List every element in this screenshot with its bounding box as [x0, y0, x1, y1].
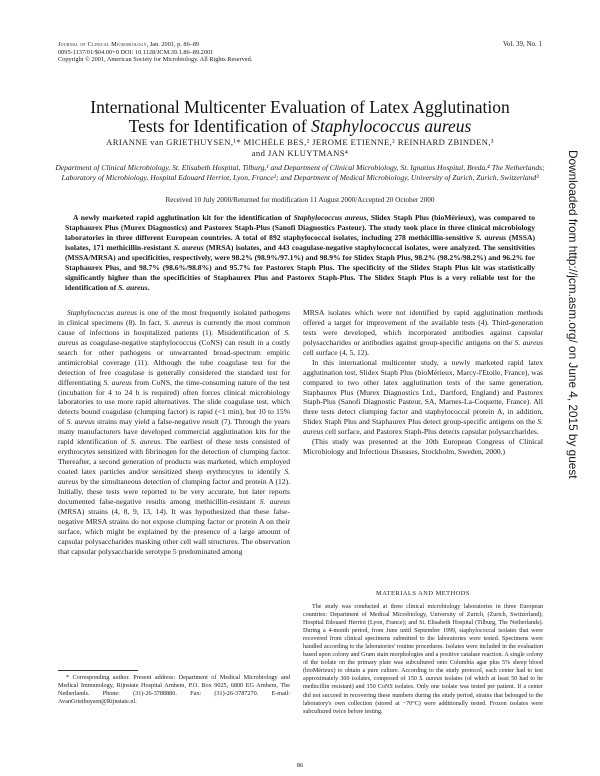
title-line-2-text: Tests for Identification of [128, 116, 312, 136]
body-text: is currently the most common cause of infections in hospitalized patients (1). Misidentification of [58, 317, 291, 337]
methods-text [303, 603, 543, 716]
intro-left-column [58, 308, 290, 556]
abstract-text: . [147, 282, 150, 292]
abstract-organism: S. aureus [118, 282, 148, 292]
volume-info: Vol. 39, No. 1 [502, 40, 542, 48]
body-text: is one of the most frequently isolated pathogens in clinical specimens (8). In fact, [58, 308, 291, 327]
body-text: The study was conducted at three clinical microbiology laboratories in three European countries: Department of Medical Microbiology, University of Zurich, (Zurich, Switzerland); Hospital Edouard Herriot (Lyon, France); and St. Elisabeth Hospital (Tilburg, The Netherlands). During a 4-month period, from June until September 1999, staphylococcal isolates that were recovered from clinical specimens submitted to the laboratories were tested. Specimens were handled according to the laboratories' routine procedures. Isolates were included in the evaluation based upon colony and Gram stain morphologies and a positive catalase reaction. A single colony of the isolate on the primary plate was subcultured onto Columbia agar plus 5% sheep blood (bioMérieux) to obtain a pure culture. According to the study protocol, each center had to test approximately 300 isolates, composed of 150 [303, 604, 543, 683]
body-text: In this international multicenter study, a newly marketed rapid latex agglutination test, Slidex Staph Plus (bioMérieux, Marcy-l'Etoile, France), was compared to two other latex agglutination tests of the same generation, Staphaurex Plus (Murex Diagnostics Ltd., Dartford, England) and Pastorex Staph-Plus (Sanofi Diagnostic Pasteur, SA, Marnes-La-Coquette, France). All three tests detect clumping factor and staphylococcal protein A, in addition, Slidex Staph Plus and Staphaurex Plus detect group-specific antigens on the [303, 357, 543, 427]
body-text: (This study was presented at the 10th European Congress of Clinical Microbiology and Infectious Diseases, Stockholm, Sweden, 2000.) [303, 437, 543, 457]
organism-name: S. aureus [58, 327, 290, 347]
authors-line-1: ARIANNE van GRIETHUYSEN,¹* MICHÈLE BES,² JEROME ETIENNE,² REINHARD ZBINDEN,³ [106, 137, 494, 147]
download-watermark: Downloaded from http://jcm.asm.org/ on June 4, 2015 by guest [566, 150, 580, 479]
article-title [40, 98, 560, 136]
abstract-organism: S. aureus [475, 232, 507, 242]
copyright: Copyright © 2001, American Society for Microbiology. All Rights Reserved. [58, 56, 253, 64]
organism-name: S. aureus [514, 337, 544, 347]
affiliations: Department of Clinical Microbiology, St. Elisabeth Hospital, Tilburg,¹ and Department of Clinical Microbiology, St. Ignatius Hospital, Breda,⁴ The Netherlands; Laboratory of Microbiology, Hospital Edouard Herriot, Lyon, France²; and Department of Medical Microbiology, University of Zurich, Zurich, Switzerland³ [55, 163, 545, 182]
journal-name: Journal of Clinical Microbiology [58, 41, 147, 48]
body-text: MRSA isolates which were not identified by rapid agglutination methods offered a target for improvement of the available tests (4). Third-generation tests were developed, which incorporated antibodies against capsular polysaccharides or antibodies against group-specific antigens on the [303, 308, 543, 347]
title-line-2 [40, 117, 560, 136]
body-text: as coagulase-negative staphylococcus (CoNS) can result in a costly search for other pathogens or unwarranted broad-spectrum empiric antimicrobial coverage (11). Although the tube coagulase test for the detection of free coagulase is generally considered the standard test for differentiating [58, 337, 290, 387]
title-line-1: International Multicenter Evaluation of Latex Agglutination [90, 97, 510, 117]
intro-right-column [303, 308, 543, 457]
body-text: cell surface, and Pastorex Staph-Plus detects capsular polysaccharides. [323, 427, 539, 437]
authors-line-2: and JAN KLUYTMANS⁴ [251, 147, 349, 158]
title-organism: Staphylococcus aureus [311, 116, 472, 136]
abstract-text: A newly marketed rapid agglutination kit for the identification of [73, 213, 291, 222]
organism-name: S. aureus [66, 417, 95, 427]
section-heading: MATERIALS AND METHODS [376, 590, 470, 597]
abstract [65, 213, 535, 293]
journal-header [58, 41, 458, 64]
abstract-text: (MSSA) isolates, 171 methicillin-resistant [65, 232, 535, 252]
body-text: strains may yield a false-negative result (7). Through the years many manufacturers have developed commercial agglutination kits for the rapid identification of [58, 417, 290, 447]
corresponding-author-footnote: * Corresponding author. Present address: Department of Medical Microbiology and Medical Immunology, Rijnstate Hospital Arnhem, P.O. Box 9025, 6800 EG Arnhem, The Netherlands. Phone: (31)-26-3788880. Fax: (31)-26-3787270. E-mail: AvanGriethuysen@Rijnstate.nl. [58, 674, 290, 706]
body-text: (MRSA) strains (4, 8, 9, 13, 14). It was hypothesized that these false-negative MRSA strains do not expose clumping factor or protein A on their surface, which might be explained by the presence of a large amount of capsular polysaccharides masking other cell wall structures. The observation that capsular polysaccharide serotype 5 predominated among [58, 506, 290, 556]
abstract-organism: S. aureus [173, 242, 204, 252]
organism-name: S. aureus [303, 417, 543, 437]
journal-line [58, 41, 458, 49]
organism-name: S. aureus [58, 467, 290, 486]
abstract-text: , Slidex Staph Plus (bioMérieux), was compared to Staphaurex Plus (Murex Diagnostics) and Pastorex Staph-Plus (Sanofi Diagnostics Pasteur). The study took place in three clinical microbiology laboratories in three different European countries. A total of 892 staphylococcal isolates, including 278 methicillin-sensitive [65, 213, 536, 242]
author-list [40, 137, 560, 158]
issue-date: , Jan. 2001, p. 86–89 [146, 41, 200, 48]
body-text: from CoNS, the time-consuming nature of the test (incubation for 4 to 24 h is required) often forces clinical microbiology laboratories to use more rapid alternatives. The slide coagulase test, which detects bound coagulase (clumping factor) is rapid (<1 min), but 10 to 15% of [58, 377, 291, 427]
abstract-organism: Staphylococcus aureus [293, 213, 367, 222]
abstract-text: (MRSA) isolates, and 443 coagulase-negative staphylococcal isolates, were analyzed. The sensitivities (MSSA/MRSA) and specificities, respectively, were 98.2% (98.9%/97.1%) and 98.9% for Slidex Staph Plus, 98.2% (98.2%/98.2%) and 96.2% for Staphaurex Plus, and 98.7% (98.6%/98.8%) and 95.7% for Pastorex Staph Plus. The specificity of the Slidex Staph Plus kit was statistically significantly higher than the specificities of Staphaurex Plus and Pastorex Staph-Plus. The Slidex Staph Plus is a very reliable test for the identification of [65, 242, 535, 292]
body-text: . The earliest of these tests consisted of erythrocytes sensitized with fibrinogen for the detection of clumping factor. Thereafter, a second generation of products was marketed, which employed coated latex particles and/or sensitized sheep erythrocytes to identify [58, 437, 290, 476]
paragraph [303, 437, 543, 457]
body-text: by the simultaneous detection of clumping factor and protein A (12). Initially, these tests were reported to be very accurate, but later reports documented false-negative results among methicillin-resistant [58, 476, 290, 506]
organism-name: S. aureus [164, 317, 194, 327]
organism-name: S. aureus [259, 496, 291, 506]
paragraph [303, 358, 543, 438]
organism-name: Staphylococcus aureus [67, 308, 137, 317]
organism-name: S. aureus [419, 676, 443, 683]
received-dates: Received 10 July 2000/Returned for modification 11 August 2000/Accepted 20 October 2000 [165, 196, 435, 204]
organism-name: S. aureus [103, 377, 132, 387]
footnote-divider [58, 670, 138, 671]
paragraph [303, 308, 543, 358]
issn-doi: 0095-1137/01/$04.00+0 DOI: 10.1128/JCM.39.1.86–89.2001 [58, 48, 214, 56]
organism-name: S. aureus [130, 437, 161, 447]
body-text: cell surface (4, 5, 12). [303, 347, 370, 357]
page-number: 86 [296, 762, 304, 769]
body-text: isolates (of which at least 50 had to be methicillin resistant) and 150 CoNS isolates. Only one isolate was tested per patient. If a center did not succeed in recovering these numbers during the study period, strains that belonged to the laboratory's own collection (stored at −70°C) were additionally tested. Frozen isolates were subcultured twice before testing. [303, 676, 543, 715]
